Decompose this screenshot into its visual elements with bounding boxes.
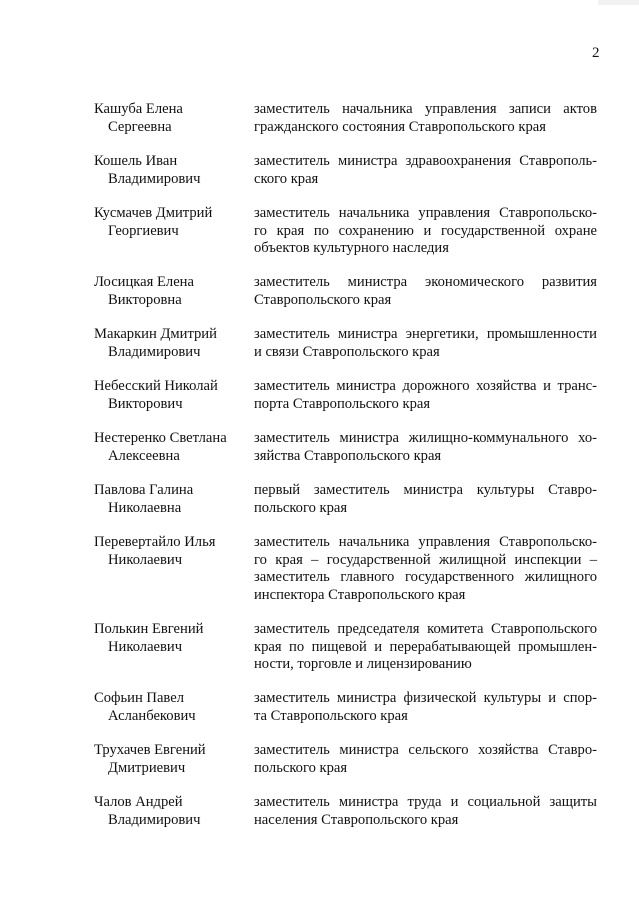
member-position-line: заместитель начальника управления записи актов bbox=[254, 101, 597, 117]
member-position-line: края по пищевой и перерабатывающей промышлен- bbox=[254, 638, 597, 655]
member-name-line: Сергеевна bbox=[108, 118, 172, 135]
member-position-line: заместитель министра здравоохранения Ставрополь- bbox=[254, 153, 597, 169]
member-position-line: заместитель министра сельского хозяйства Ставро- bbox=[254, 742, 597, 758]
member-name bbox=[94, 326, 246, 361]
member-position bbox=[254, 690, 597, 725]
member-name-line: Владимирович bbox=[108, 170, 201, 187]
member-position bbox=[254, 534, 597, 604]
member-position-line: первый заместитель министра культуры Ставро- bbox=[254, 482, 597, 498]
member-name bbox=[94, 274, 246, 309]
member-position bbox=[254, 621, 597, 674]
member-position-line: заместитель министра жилищно-коммунального хо- bbox=[254, 430, 597, 446]
member-name-line: Перевертайло Илья bbox=[94, 534, 216, 550]
member-position-line: заместитель главного государственного жилищного bbox=[254, 569, 597, 585]
member-position-line: Ставропольского края bbox=[254, 291, 392, 308]
member-position-line: го края по сохранению и государственной охране bbox=[254, 222, 597, 239]
member-name-line: Чалов Андрей bbox=[94, 794, 183, 810]
member-name-line: Нестеренко Светлана bbox=[94, 430, 227, 446]
member-position-line: заместитель начальника управления Ставропольско- bbox=[254, 205, 597, 221]
member-position bbox=[254, 742, 597, 777]
member-name-line: Георгиевич bbox=[108, 222, 179, 239]
member-position bbox=[254, 482, 597, 517]
member-position-line: ского края bbox=[254, 170, 319, 187]
member-name bbox=[94, 153, 246, 188]
member-position bbox=[254, 326, 597, 361]
member-name-line: Небесский Николай bbox=[94, 378, 218, 394]
member-position bbox=[254, 794, 597, 829]
member-name-line: Викторович bbox=[108, 395, 183, 412]
member-name-line: Николаевна bbox=[108, 499, 182, 516]
member-name bbox=[94, 482, 246, 517]
member-name-line: Владимирович bbox=[108, 811, 201, 828]
member-name bbox=[94, 534, 246, 569]
member-name bbox=[94, 621, 246, 656]
member-name-line: Трухачев Евгений bbox=[94, 742, 206, 758]
member-name-line: Владимирович bbox=[108, 343, 201, 360]
member-name-line: Алексеевна bbox=[108, 447, 180, 464]
member-position-line: зяйства Ставропольского края bbox=[254, 447, 442, 464]
member-position-line: населения Ставропольского края bbox=[254, 811, 459, 828]
member-name-line: Софьин Павел bbox=[94, 690, 184, 706]
member-position bbox=[254, 378, 597, 413]
member-name-line: Лосицкая Елена bbox=[94, 274, 194, 290]
member-name-line: Асланбекович bbox=[108, 707, 196, 724]
member-name bbox=[94, 742, 246, 777]
member-name-line: Николаевич bbox=[108, 638, 183, 655]
member-position bbox=[254, 205, 597, 258]
member-name-line: Николаевич bbox=[108, 551, 183, 568]
member-name-line: Викторовна bbox=[108, 291, 182, 308]
member-position-line: объектов культурного наследия bbox=[254, 240, 449, 256]
member-position-line: та Ставропольского края bbox=[254, 707, 408, 724]
member-name-line: Кошель Иван bbox=[94, 153, 178, 169]
member-name-line: Полькин Евгений bbox=[94, 621, 204, 637]
member-position-line: заместитель министра экономического развития bbox=[254, 274, 597, 290]
member-position-line: заместитель министра физической культуры и спор- bbox=[254, 690, 597, 706]
member-position-line: польского края bbox=[254, 499, 348, 516]
member-position bbox=[254, 153, 597, 188]
member-position bbox=[254, 101, 597, 136]
member-position bbox=[254, 430, 597, 465]
member-position-line: порта Ставропольского края bbox=[254, 395, 431, 412]
member-position-line: заместитель министра труда и социальной защиты bbox=[254, 794, 597, 810]
member-name-line: Кусмачев Дмитрий bbox=[94, 205, 213, 221]
member-position-line: польского края bbox=[254, 759, 348, 776]
member-position-line: инспектора Ставропольского края bbox=[254, 586, 466, 603]
member-position-line: заместитель начальника управления Ставропольско- bbox=[254, 534, 597, 550]
page-number: 2 bbox=[592, 45, 600, 61]
member-position-line: заместитель председателя комитета Ставропольского bbox=[254, 621, 597, 637]
member-name bbox=[94, 205, 246, 240]
member-name bbox=[94, 794, 246, 829]
member-name-line: Макаркин Дмитрий bbox=[94, 326, 217, 342]
member-position-line: и связи Ставропольского края bbox=[254, 343, 440, 360]
member-name-line: Кашуба Елена bbox=[94, 101, 183, 117]
member-position-line: заместитель министра энергетики, промышленности bbox=[254, 326, 597, 342]
member-position-line: гражданского состояния Ставропольского края bbox=[254, 118, 546, 135]
member-name bbox=[94, 101, 246, 136]
member-position-line: заместитель министра дорожного хозяйства и транс- bbox=[254, 378, 597, 394]
member-name bbox=[94, 378, 246, 413]
member-name bbox=[94, 430, 246, 465]
member-name bbox=[94, 690, 246, 725]
member-position-line: го края – государственной жилищной инспекции – bbox=[254, 551, 597, 568]
member-name-line: Павлова Галина bbox=[94, 482, 194, 498]
member-position bbox=[254, 274, 597, 309]
member-name-line: Дмитриевич bbox=[108, 759, 186, 776]
member-position-line: ности, торговле и лицензированию bbox=[254, 656, 472, 672]
